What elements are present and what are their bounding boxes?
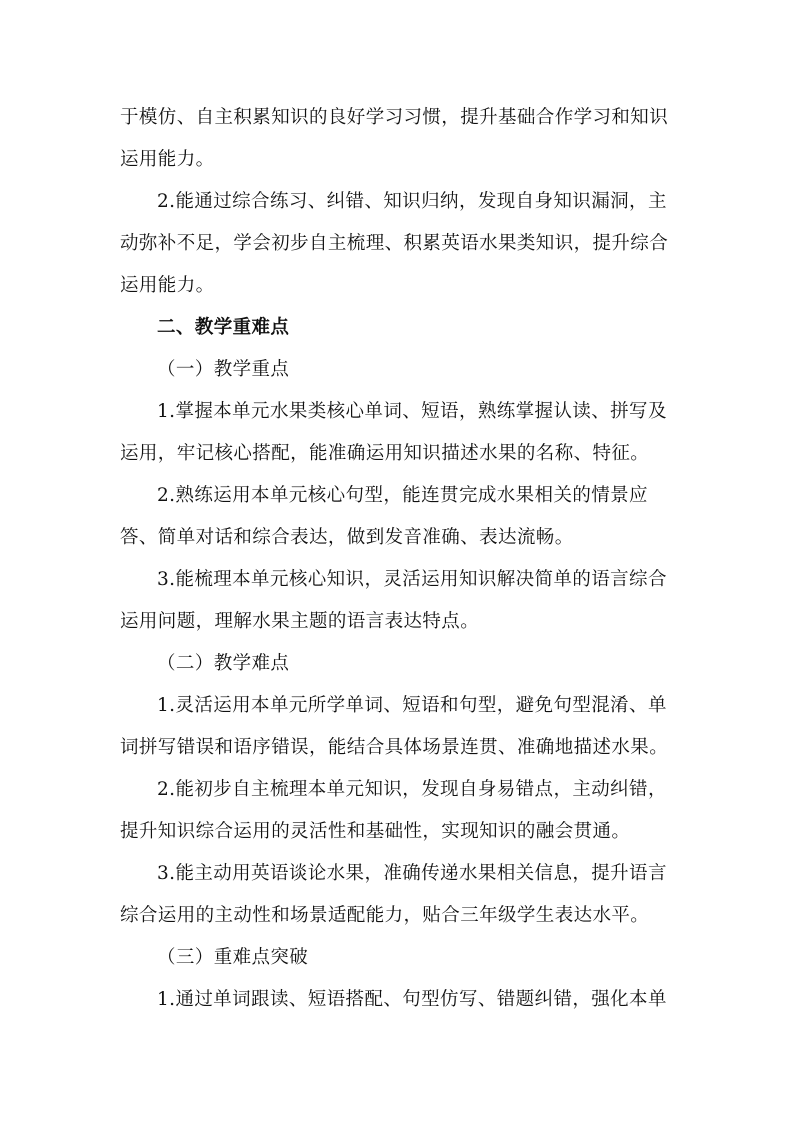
subsection-heading: （二）教学难点 <box>157 653 290 674</box>
paragraph-line: 运用，牢记核心搭配，能准确运用知识描述水果的名称、特征。 <box>120 443 650 464</box>
paragraph-line: 词拼写错误和语序错误，能结合具体场景连贯、准确地描述水果。 <box>120 737 669 758</box>
paragraph-line: 1.掌握本单元水果类核心单词、短语，熟练掌握认读、拼写及 <box>157 401 667 422</box>
paragraph-line: 运用能力。 <box>120 149 215 170</box>
paragraph-line: 运用能力。 <box>120 275 215 296</box>
paragraph-line: 1.灵活运用本单元所学单词、短语和句型，避免句型混淆、单 <box>157 695 667 716</box>
paragraph-line: 综合运用的主动性和场景适配能力，贴合三年级学生表达水平。 <box>120 905 650 926</box>
subsection-heading: （一）教学重点 <box>157 359 290 380</box>
paragraph-line: 动弥补不足，学会初步自主梳理、积累英语水果类知识，提升综合 <box>120 233 669 254</box>
paragraph-line: 3.能梳理本单元核心知识，灵活运用知识解决简单的语言综合 <box>157 569 667 590</box>
paragraph-line: 3.能主动用英语谈论水果，准确传递水果相关信息，提升语言 <box>157 863 667 884</box>
paragraph-line: 提升知识综合运用的灵活性和基础性，实现知识的融会贯通。 <box>120 821 631 842</box>
paragraph-line: 2.熟练运用本单元核心句型，能连贯完成水果相关的情景应 <box>157 485 648 506</box>
subsection-heading: （三）重难点突破 <box>157 947 309 968</box>
section-heading: 二、教学重难点 <box>157 317 290 338</box>
paragraph-line: 2.能初步自主梳理本单元知识，发现自身易错点，主动纠错， <box>157 779 667 800</box>
paragraph-line: 2.能通过综合练习、纠错、知识归纳，发现自身知识漏洞，主 <box>157 191 667 212</box>
paragraph-line: 于模仿、自主积累知识的良好学习习惯，提升基础合作学习和知识 <box>120 107 669 128</box>
paragraph-line: 运用问题，理解水果主题的语言表达特点。 <box>120 611 480 632</box>
paragraph-line: 1.通过单词跟读、短语搭配、句型仿写、错题纠错，强化本单 <box>157 989 667 1010</box>
paragraph-line: 答、简单对话和综合表达，做到发音准确、表达流畅。 <box>120 527 574 548</box>
